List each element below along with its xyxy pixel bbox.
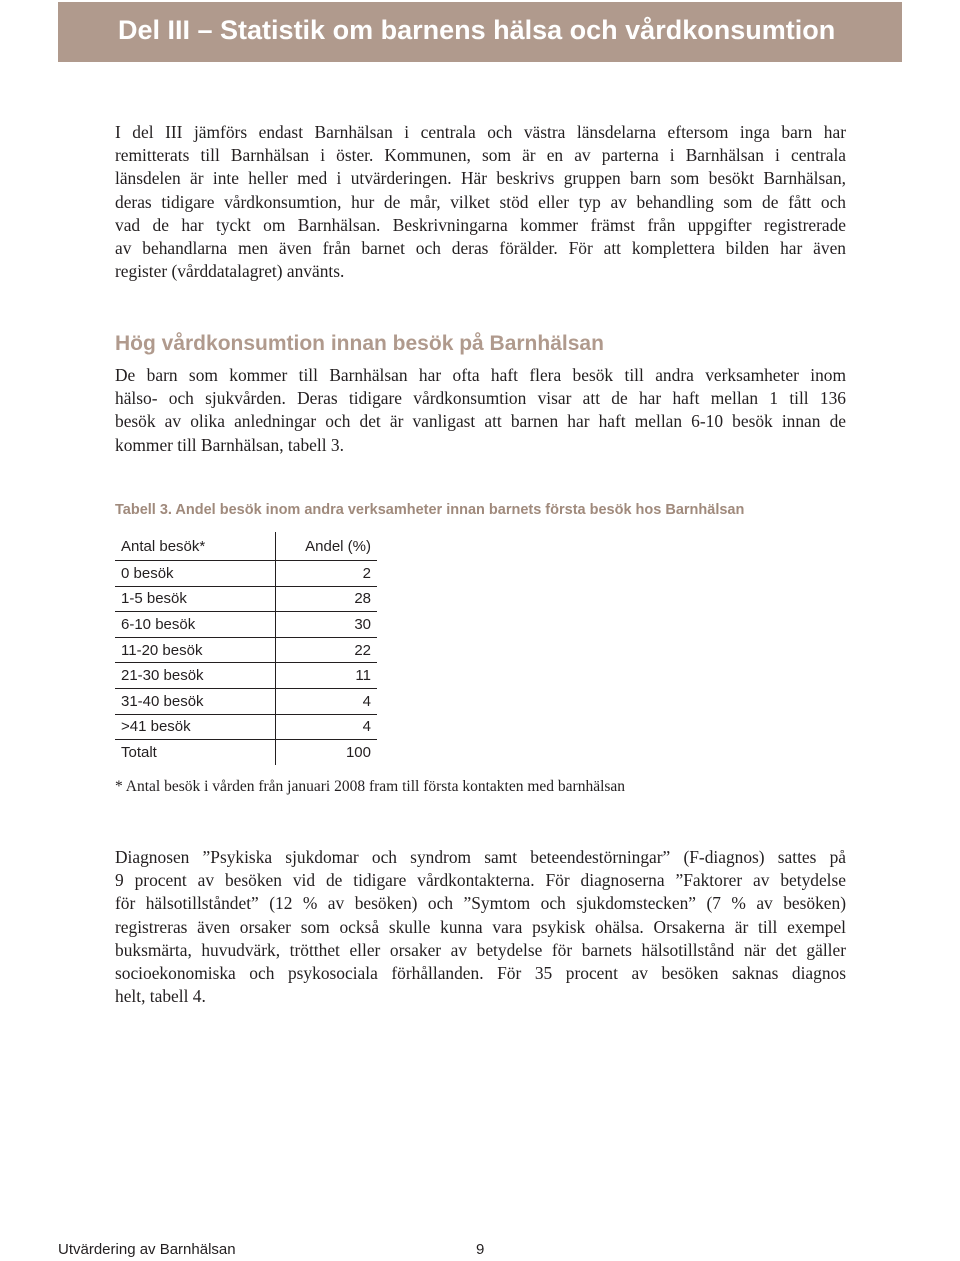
table-row: [115, 688, 377, 714]
table-header-row: [115, 532, 377, 561]
row-value: 11: [355, 667, 371, 685]
diagnosis-paragraph: [115, 846, 846, 1008]
row-label: Totalt: [115, 740, 276, 765]
text-line: remitterats till Barnhälsan i öster. Kommunen, som är en av parterna i Barnhälsan i centrala: [115, 145, 846, 166]
table-footnote: * Antal besök i vården från januari 2008 fram till första kontakten med barnhälsan: [115, 778, 626, 795]
visits-table: [115, 532, 377, 765]
section-paragraph: [115, 364, 846, 457]
table-total-row: [115, 740, 377, 765]
text-line: av behandlarna men även från barnet och deras förälder. För att komplettera bilden har även: [115, 237, 846, 258]
row-value: 4: [362, 692, 371, 710]
row-label: 6-10 besök: [115, 612, 276, 638]
table-row: [115, 561, 377, 587]
row-label: >41 besök: [115, 714, 276, 740]
text-line: kommer till Barnhälsan, tabell 3.: [115, 434, 344, 455]
row-value: 2: [362, 564, 371, 582]
text-line: register (vårddatalagret) använts.: [115, 261, 345, 282]
text-line: helt, tabell 4.: [115, 986, 206, 1007]
chapter-banner: [58, 2, 902, 62]
page-number: 9: [476, 1241, 485, 1258]
row-label: 1-5 besök: [115, 586, 276, 612]
row-value: 28: [354, 590, 371, 608]
table-row: [115, 663, 377, 689]
column-header-visits: Antal besök*: [115, 532, 276, 561]
row-label: 31-40 besök: [115, 688, 276, 714]
text-line: vad de har tyckt om Barnhälsan. Beskrivningarna kommer främst från uppgifter registrerade: [115, 214, 846, 235]
text-line: I del III jämförs endast Barnhälsan i centrala och västra länsdelarna eftersom inga barn har: [115, 122, 846, 142]
row-value: 4: [362, 718, 371, 736]
table-row: [115, 612, 377, 638]
text-line: besök av olika anledningar och det är vanligast att barnen har haft mellan 6-10 besök innan de: [115, 411, 846, 432]
row-label: 0 besök: [115, 561, 276, 587]
intro-paragraph: [115, 121, 846, 283]
text-line: socioekonomiska och psykosociala förhållanden. För 35 procent av besöken saknas diagnos: [115, 962, 846, 983]
text-line: deras tidigare vårdkonsumtion, hur de mår, vilket stöd eller typ av behandling som de fått och: [115, 191, 846, 212]
row-label: 21-30 besök: [115, 663, 276, 689]
text-line: länsdelen är inte heller med i utvärderingen. Här beskrivs gruppen barn som besökt Barnhälsan,: [115, 168, 846, 189]
column-header-share: Andel (%): [305, 537, 371, 555]
text-line: buksmärta, huvudvärk, trötthet eller orsaker av betydelse för barnets hälsotillstånd när det gäller: [115, 939, 846, 960]
table-row: [115, 637, 377, 663]
section-heading: Hög vårdkonsumtion innan besök på Barnhälsan: [115, 332, 604, 355]
text-line: hälso- och sjukvården. Deras tidigare vårdkonsumtion visar att de har haft mellan 1 till 136: [115, 388, 846, 409]
row-value: 100: [345, 743, 371, 761]
footer-title: Utvärdering av Barnhälsan: [58, 1241, 236, 1258]
text-line: för hälsotillståndet” (12 % av besöken) och ”Symtom och sjukdomstecken” (7 % av besöken): [115, 893, 846, 914]
row-value: 30: [354, 615, 371, 633]
text-line: De barn som kommer till Barnhälsan har ofta haft flera besök till andra verksamheter inom: [115, 365, 846, 385]
table-row: [115, 714, 377, 740]
table-row: [115, 586, 377, 612]
text-line: Diagnosen ”Psykiska sjukdomar och syndrom samt beteendestörningar” (F-diagnos) sattes på: [115, 847, 846, 867]
row-value: 22: [354, 641, 371, 659]
chapter-title: Del III – Statistik om barnens hälsa och vårdkonsumtion: [118, 15, 836, 45]
table-caption: Tabell 3. Andel besök inom andra verksamheter innan barnets första besök hos Barnhälsan: [115, 502, 745, 518]
text-line: 9 procent av besöken vid de tidigare vårdkontakterna. För diagnoserna ”Faktorer av betydelse: [115, 870, 846, 891]
text-line: registreras även orsaker som också skulle kunna vara psykisk ohälsa. Orsakerna är till exempel: [115, 916, 846, 937]
row-label: 11-20 besök: [115, 637, 276, 663]
